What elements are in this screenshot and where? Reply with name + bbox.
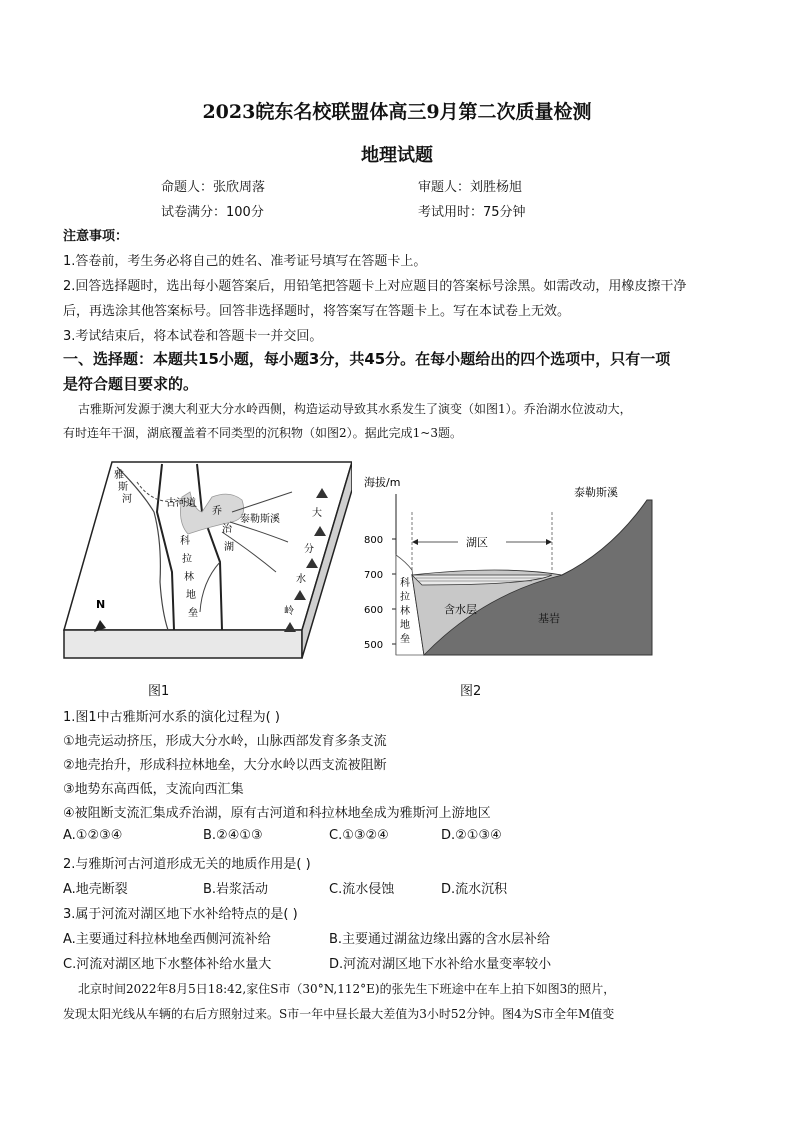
question-statement: ①地壳运动挤压，形成大分水岭，山脉西部发育多条支流 <box>63 734 387 749</box>
question-option: B.②④①③ <box>203 828 263 843</box>
question-option: B.主要通过湖盆边缘出露的含水层补给 <box>329 932 551 947</box>
question-option: A.①②③④ <box>63 828 123 843</box>
notes-heading: 注意事项： <box>63 229 129 244</box>
fig1-horst-label: 林 <box>184 572 194 583</box>
question-option: B.岩浆活动 <box>203 882 269 897</box>
fig2-lake-zone-label: 湖区 <box>466 536 488 549</box>
figure-2-cross-section <box>362 470 662 670</box>
fig2-horst-label: 林 <box>400 606 410 617</box>
section-heading: 一、选择题：本题共15小题，每小题3分，共45分。在每小题给出的四个选项中，只有一项 <box>63 350 671 368</box>
north-label: N <box>96 598 106 611</box>
figure-1-block-diagram <box>62 452 352 667</box>
question-stem: 1.图1中古雅斯河水系的演化过程为( ) <box>63 710 280 725</box>
exam-title: 2023皖东名校联盟体高三9月第二次质量检测 <box>202 101 592 123</box>
fig2-aquifer-label: 含水层 <box>444 603 477 616</box>
exam-subtitle: 地理试题 <box>361 145 433 166</box>
fig2-horst-label: 垒 <box>400 634 410 645</box>
question-option: C.河流对湖区地下水整体补给水量大 <box>63 957 272 972</box>
fig2-horst-label: 拉 <box>400 592 410 603</box>
question-statement: ④被阻断支流汇集成乔治湖，原有古河道和科拉林地垒成为雅斯河上游地区 <box>63 806 491 821</box>
fig1-lake-label: 湖 <box>224 542 234 553</box>
fig1-horst-label: 垒 <box>188 608 198 619</box>
fig2-ytick: 700 <box>364 570 384 581</box>
question-option: D.②①③④ <box>441 828 502 843</box>
fig1-lake-label: 乔 <box>212 506 222 517</box>
fig1-range-label: 分 <box>304 544 314 555</box>
fig1-horst-label: 地 <box>186 590 196 601</box>
note-line: 3.考试结束后，将本试卷和答题卡一并交回。 <box>63 329 323 344</box>
question-stem: 3.属于河流对湖区地下水补给特点的是( ) <box>63 907 298 922</box>
question-stem: 2.与雅斯河古河道形成无关的地质作用是( ) <box>63 857 311 872</box>
fig1-creek-label: 泰勒斯溪 <box>240 514 280 525</box>
question-option: A.主要通过科拉林地垒西侧河流补给 <box>63 932 271 947</box>
section-heading: 是符合题目要求的。 <box>63 375 199 393</box>
reviewer: 审题人：刘胜杨旭 <box>418 180 523 195</box>
question-setter: 命题人：张欣周落 <box>161 180 266 195</box>
question-statement: ③地势东高西低，支流向西汇集 <box>63 782 244 797</box>
fig2-ytick: 600 <box>364 605 384 616</box>
fig2-ylabel: 海拔/m <box>364 476 401 489</box>
note-line: 1.答卷前，考生务必将自己的姓名、准考证号填写在答题卡上。 <box>63 254 427 269</box>
fig2-bedrock-label: 基岩 <box>538 612 560 625</box>
passage-line: 有时连年干涸，湖底覆盖着不同类型的沉积物（如图2）。据此完成1~3题。 <box>63 426 462 440</box>
fig1-horst-label: 拉 <box>182 554 192 565</box>
question-option: D.河流对湖区地下水补给水量变率较小 <box>329 957 552 972</box>
fig2-ytick: 500 <box>364 640 384 651</box>
fig1-old-channel-label: 古河道 <box>166 498 196 509</box>
fig1-lake-label: 治 <box>222 524 232 535</box>
passage-line: 发现太阳光线从车辆的右后方照射过来。S市一年中昼长最大差值为3小时52分钟。图4为S市全年M值变 <box>63 1007 615 1021</box>
fig1-river-label: 斯 <box>118 482 128 493</box>
full-score: 试卷满分：100分 <box>161 205 264 220</box>
question-option: C.流水侵蚀 <box>329 882 395 897</box>
exam-duration: 考试用时：75分钟 <box>418 205 526 220</box>
fig2-horst-label: 科 <box>400 578 410 589</box>
note-line: 2.回答选择题时，选出每小题答案后，用铅笔把答题卡上对应题目的答案标号涂黑。如需改动，用橡皮擦干净 <box>63 279 687 294</box>
fig1-river-label: 雅 <box>114 470 124 481</box>
figure-2-caption: 图2 <box>460 684 482 699</box>
note-line: 后，再选涂其他答案标号。回答非选择题时，将答案写在答题卡上。写在本试卷上无效。 <box>63 304 571 319</box>
passage-line: 古雅斯河发源于澳大利亚大分水岭西侧，构造运动导致其水系发生了演变（如图1）。乔治湖水位波动大， <box>78 402 632 416</box>
fig1-range-label: 大 <box>312 508 322 519</box>
question-option: A.地壳断裂 <box>63 882 128 897</box>
fig1-horst-label: 科 <box>180 536 190 547</box>
fig2-creek-label: 泰勒斯溪 <box>574 486 618 499</box>
fig2-horst-label: 地 <box>400 620 410 631</box>
question-statement: ②地壳抬升，形成科拉林地垒，大分水岭以西支流被阻断 <box>63 758 387 773</box>
question-option: D.流水沉积 <box>441 882 508 897</box>
fig1-range-label: 岭 <box>284 606 294 617</box>
fig1-river-label: 河 <box>122 494 132 505</box>
passage-line: 北京时间2022年8月5日18:42,家住S市（30°N,112°E)的张先生下班途中在车上拍下如图3的照片， <box>78 982 616 996</box>
figure-1-caption: 图1 <box>148 684 170 699</box>
fig1-range-label: 水 <box>296 574 306 585</box>
question-option: C.①③②④ <box>329 828 389 843</box>
fig2-ytick: 800 <box>364 535 384 546</box>
